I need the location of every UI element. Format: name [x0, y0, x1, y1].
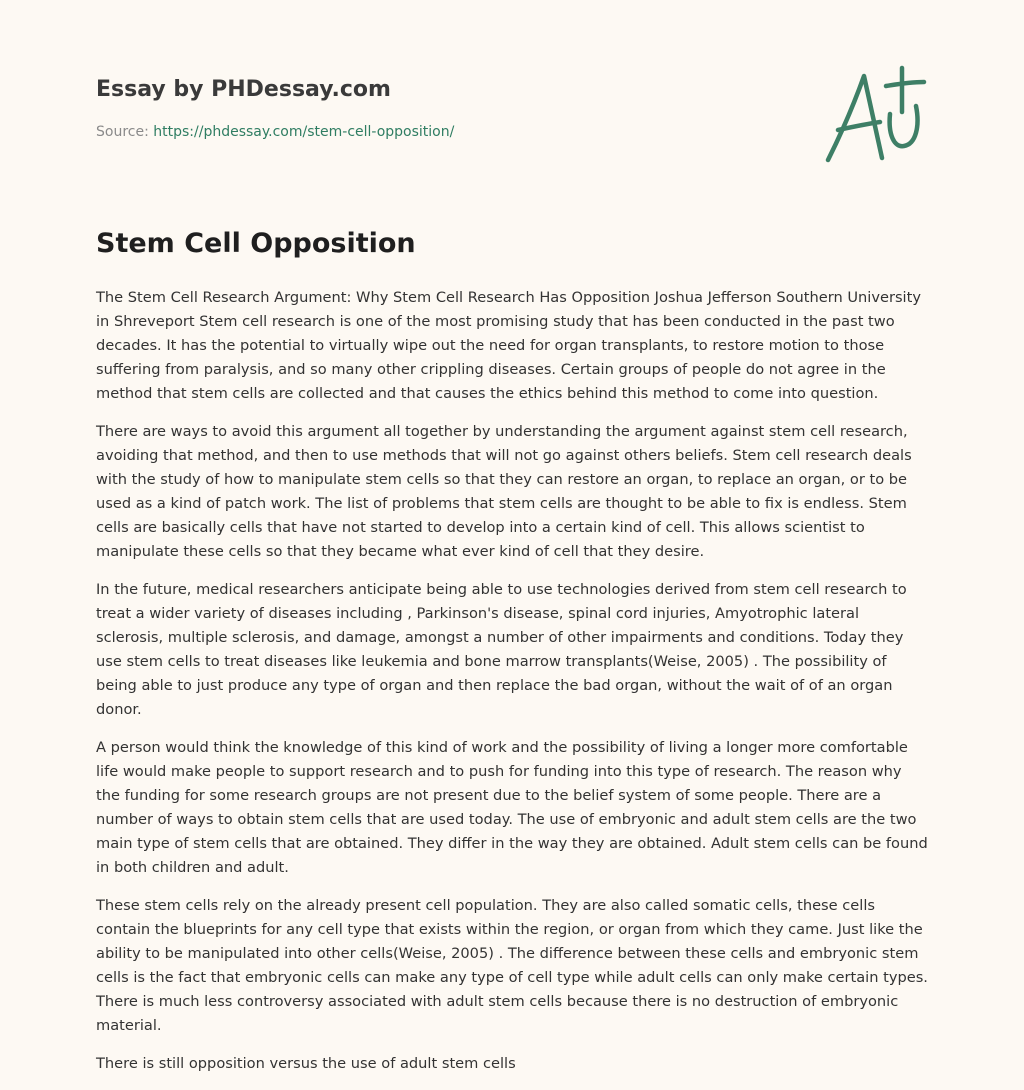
- a-plus-grade-logo-icon: [818, 64, 934, 168]
- paragraph-6: There is still opposition versus the use of adult stem cells: [96, 1055, 516, 1072]
- article: [96, 226, 928, 1090]
- paragraph-1: The Stem Cell Research Argument: Why Stem Cell Research Has Opposition Joshua Jefferson Southern University in Shreveport Stem cell research is one of the most promising study that has been conducted in the past two decades. It has the potential to virtually wipe out the need for organ transplants, to restore motion to those suffering from paralysis, and so many other crippling diseases. Certain groups of people do not agree in the method that stem cells are collected and that causes the ethics behind this method to come into question.: [96, 289, 921, 402]
- paragraph-2: There are ways to avoid this argument all together by understanding the argument against stem cell research, avoiding that method, and then to use methods that will not go against others beliefs. Stem cell research deals with the study of how to manipulate stem cells so that they can restore an organ, to replace an organ, or to be used as a kind of patch work. The list of problems that stem cells are thought to be able to fix is endless. Stem cells are basically cells that have not started to develop into a certain kind of cell. This allows scientist to manipulate these cells so that they became what ever kind of cell that they desire.: [96, 423, 912, 560]
- paragraph-5: These stem cells rely on the already present cell population. They are also called somatic cells, these cells contain the blueprints for any cell type that exists within the region, or organ from which they came. Just like the ability to be manipulated into other cells(Weise, 2005) . The difference between these cells and embryonic stem cells is the fact that embryonic cells can make any type of cell type while adult cells can only make certain types. There is much less controversy associated with adult stem cells because there is no destruction of embryonic material.: [96, 897, 928, 1034]
- source-link[interactable]: https://phdessay.com/stem-cell-opposition/: [153, 124, 455, 140]
- brand-title: Essay by PHDessay.com: [96, 77, 391, 102]
- paragraph-3: In the future, medical researchers anticipate being able to use technologies derived from stem cell research to treat a wider variety of diseases including , Parkinson's disease, spinal cord injuries, Amyotrophic lateral sclerosis, multiple sclerosis, and damage, amongst a number of other impairments and conditions. Today they use stem cells to treat diseases like leukemia and bone marrow transplants(Weise, 2005) . The possibility of being able to just produce any type of organ and then replace the bad organ, without the wait of of an organ donor.: [96, 581, 907, 718]
- source-label: Source:: [96, 124, 154, 140]
- page-header: [96, 76, 796, 142]
- source-line: [96, 122, 796, 142]
- article-title: Stem Cell Opposition: [96, 228, 416, 259]
- paragraph-4: A person would think the knowledge of this kind of work and the possibility of living a longer more comfortable life would make people to support research and to push for funding into this type of research. The reason why the funding for some research groups are not present due to the belief system of some people. There are a number of ways to obtain stem cells that are used today. The use of embryonic and adult stem cells are the two main type of stem cells that are obtained. They differ in the way they are obtained. Adult stem cells can be found in both children and adult.: [96, 739, 928, 876]
